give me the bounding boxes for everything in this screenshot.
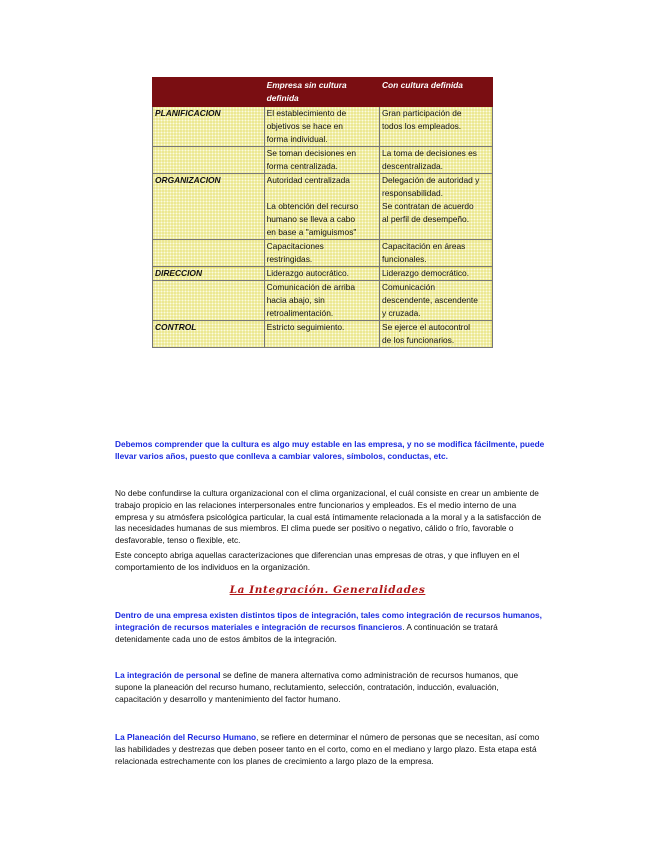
cell-line: Se contratan de acuerdo <box>381 201 474 211</box>
con-cultura-cell <box>379 147 492 174</box>
sin-cultura-cell <box>264 267 379 281</box>
row-label-cell <box>153 321 265 348</box>
cell-line: hacia abajo, sin <box>266 295 325 305</box>
row-label: ORGANIZACION <box>155 175 221 185</box>
row-label-cell <box>153 281 265 321</box>
table-row <box>153 147 493 174</box>
cell-line: Capacitación en áreas <box>381 241 466 251</box>
table-header-row <box>153 78 493 107</box>
paragraph-clima-organizacional: No debe confundirse la cultura organizacional con el clima organizacional, el cuál consiste en crear un ambiente de trabajo propicio en las relaciones interpersonales entre funcionarios y empleados. Es el medio interno de una empresa y su atmósfera psicológica particular, la cual está íntimamente relacionada a la moral y a la satisfacción de las necesidades humanas de sus miembros. El clima puede ser positivo o negativo, cálido o frío, favorable o desfavorable, tenso o flexible, etc. <box>115 488 542 546</box>
con-cultura-cell <box>379 267 492 281</box>
row-label-cell <box>153 107 265 147</box>
cell-line: Estricto seguimiento. <box>266 322 345 332</box>
cell-line: en base a "amiguismos" <box>266 227 357 237</box>
cell-line: forma individual. <box>266 134 328 144</box>
sin-cultura-cell <box>264 174 379 240</box>
cell-line: Capacitaciones <box>266 241 324 251</box>
con-cultura-cell <box>379 321 492 348</box>
cell-line: descentralizada. <box>381 161 443 171</box>
cell-line: La obtención del recurso <box>266 201 359 211</box>
cell-line: y cruzada. <box>381 308 421 318</box>
cell-line: al perfil de desempeño. <box>381 214 470 224</box>
con-cultura-cell <box>379 107 492 147</box>
cell-line: Se ejerce el autocontrol <box>381 322 470 332</box>
cell-line: Gran participación de <box>381 108 462 118</box>
paragraph-cultura-estable: Debemos comprender que la cultura es algo muy estable en las empresa, y no se modifica fácilmente, puede llevar varios años, puesto que conlleva a cambiar valores, símbolos, conductas, etc. <box>115 439 545 461</box>
cell-line: Delegación de autoridad y <box>381 175 480 185</box>
cell-line: Autoridad centralizada <box>266 175 350 185</box>
cell-line: La toma de decisiones es <box>381 148 477 158</box>
header-sin-cultura: Empresa sin cultura definida <box>264 78 379 107</box>
table-row <box>153 321 493 348</box>
table-row <box>153 107 493 147</box>
row-label: DIRECCION <box>155 268 202 278</box>
table-row <box>153 267 493 281</box>
sin-cultura-cell <box>264 240 379 267</box>
sin-cultura-cell <box>264 107 379 147</box>
cell-line: forma centralizada. <box>266 161 338 171</box>
con-cultura-cell <box>379 281 492 321</box>
cell-line <box>267 187 379 200</box>
cell-line: Comunicación de arriba <box>266 282 356 292</box>
culture-comparison-table <box>152 77 493 348</box>
sin-cultura-cell <box>264 281 379 321</box>
cell-line: Liderazgo autocrático. <box>266 268 350 278</box>
integracion-personal-rest: se define de manera alternativa como administración de recursos humanos, que supone la planeación del recurso humano, reclutamiento, selección, contratación, inducción, evaluación, capacitación y desarrollo y mantenimiento del factor humano. <box>115 670 519 704</box>
row-label-cell <box>153 267 265 281</box>
tipos-integracion-rest: . A continuación se tratará detenidamente cada uno de estos ámbitos de la integración. <box>115 621 498 644</box>
con-cultura-cell <box>379 174 492 240</box>
row-label-cell <box>153 240 265 267</box>
integracion-personal-bold: La integración de personal <box>115 670 221 680</box>
header-con-cultura: Con cultura definida <box>379 78 492 107</box>
paragraph-concepto: Este concepto abriga aquellas caracterizaciones que diferencian unas empresas de otras, y que influyen en el comportamiento de los individuos en la organización. <box>115 550 520 572</box>
sin-cultura-cell <box>264 147 379 174</box>
row-label: CONTROL <box>155 322 197 332</box>
con-cultura-cell <box>379 240 492 267</box>
cell-line: restringidas. <box>266 254 313 264</box>
cell-line: objetivos se hace en <box>266 121 343 131</box>
cell-line: Se toman decisiones en <box>266 148 356 158</box>
cell-line: funcionales. <box>381 254 427 264</box>
cell-line: todos los empleados. <box>381 121 462 131</box>
cell-line: humano se lleva a cabo <box>266 214 356 224</box>
section-heading-integracion: La Integración. Generalidades <box>229 584 426 596</box>
header-empty-cell <box>153 78 265 107</box>
cell-line: Comunicación <box>381 282 436 292</box>
paragraph-tipos-integracion <box>115 610 545 645</box>
table-row <box>153 240 493 267</box>
cell-line: de los funcionarios. <box>381 335 455 345</box>
table-row <box>153 174 493 240</box>
sin-cultura-cell <box>264 321 379 348</box>
table-row <box>153 281 493 321</box>
row-label: PLANIFICACION <box>155 108 221 118</box>
planeacion-rh-bold: La Planeación del Recurso Humano <box>115 732 257 742</box>
row-label-cell <box>153 147 265 174</box>
cell-line: retroalimentación. <box>266 308 334 318</box>
cell-line: Liderazgo democrático. <box>381 268 470 278</box>
planeacion-rh-rest: , se refiere en determinar el número de personas que se necesitan, así como las habilidades y destrezas que deben poseer tanto en el corto, como en el mediano y largo plazo. Esta etapa está relacionada estrechamente con los planes de crecimiento a largo plazo de la empresa. <box>115 732 540 766</box>
cell-line: responsabilidad. <box>381 188 443 198</box>
paragraph-integracion-personal <box>115 670 545 705</box>
paragraph-planeacion-rh <box>115 732 545 767</box>
tipos-integracion-bold: Dentro de una empresa existen distintos tipos de integración, tales como integración de recursos humanos, integración de recursos materiales e integración de recursos financieros <box>115 610 542 632</box>
row-label-cell <box>153 174 265 240</box>
table-body <box>153 107 493 348</box>
cell-line: descendente, ascendente <box>381 295 478 305</box>
cell-line: El establecimiento de <box>266 108 347 118</box>
